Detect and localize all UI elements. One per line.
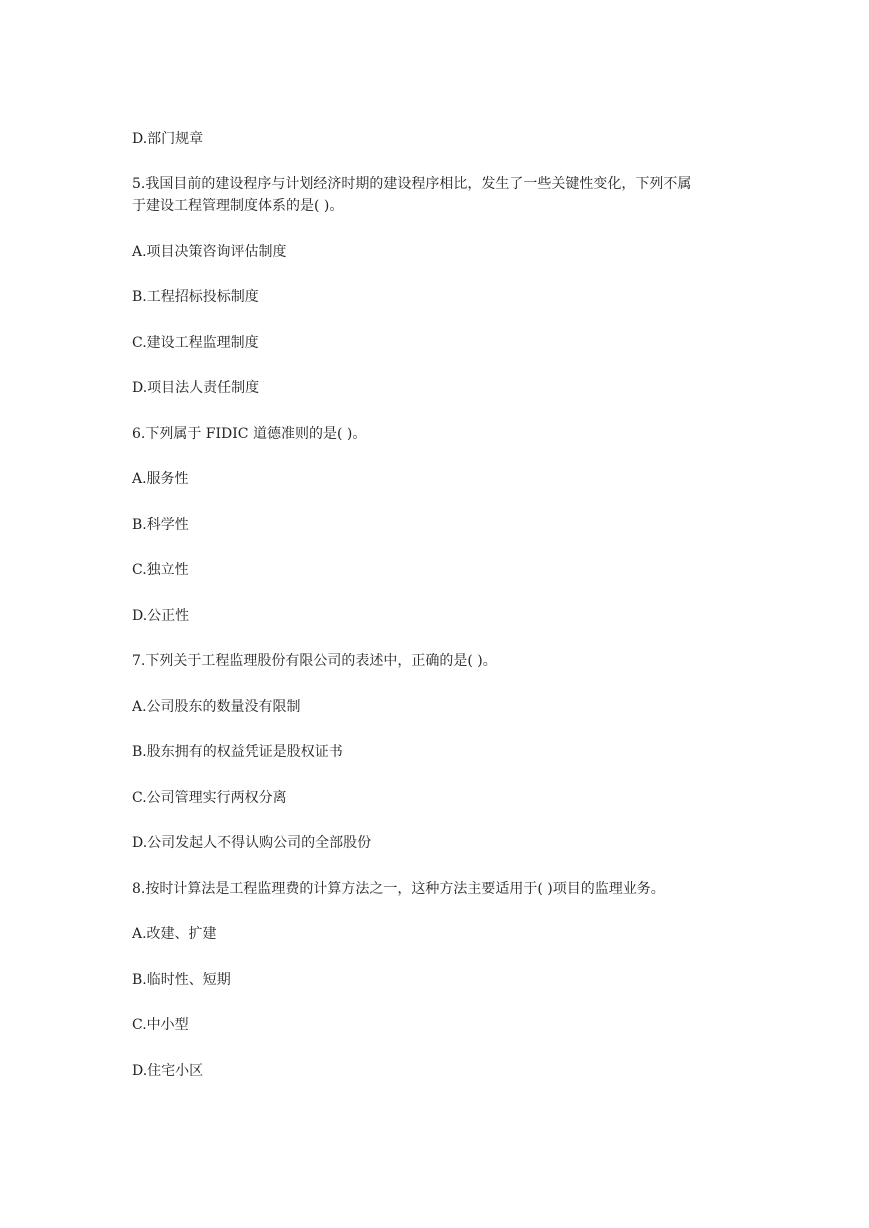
q8-option-a: A.改建、扩建 — [132, 926, 217, 942]
q5-stem-line-2: 于建设工程管理制度体系的是( )。 — [132, 198, 344, 214]
q8-option-b: B.临时性、短期 — [132, 972, 231, 988]
q6-option-c: C.独立性 — [132, 562, 189, 578]
q8-option-d: D.住宅小区 — [132, 1063, 204, 1079]
q5-option-c: C.建设工程监理制度 — [132, 335, 259, 351]
q6-option-d: D.公正性 — [132, 608, 190, 624]
q8-option-c: C.中小型 — [132, 1017, 189, 1033]
q5-option-a: A.项目决策咨询评估制度 — [132, 244, 287, 260]
q7-option-d: D.公司发起人不得认购公司的全部股份 — [132, 835, 372, 851]
q7-option-a: A.公司股东的数量没有限制 — [132, 699, 301, 715]
q4-option-d: D.部门规章 — [132, 131, 204, 147]
q6-option-a: A.服务性 — [132, 471, 189, 487]
q7-option-c: C.公司管理实行两权分离 — [132, 790, 287, 806]
q6-option-b: B.科学性 — [132, 517, 189, 533]
q7-option-b: B.股东拥有的权益凭证是股权证书 — [132, 744, 343, 760]
q7-stem: 7.下列关于工程监理股份有限公司的表述中，正确的是( )。 — [132, 653, 497, 669]
q6-stem: 6.下列属于 FIDIC 道德准则的是( )。 — [132, 426, 367, 442]
q8-stem: 8.按时计算法是工程监理费的计算方法之一，这种方法主要适用于( )项目的监理业务。 — [132, 881, 665, 897]
q5-option-b: B.工程招标投标制度 — [132, 289, 259, 305]
q5-stem-line-1: 5.我国目前的建设程序与计划经济时期的建设程序相比，发生了一些关键性变化，下列不属 — [132, 176, 692, 192]
q5-option-d: D.项目法人责任制度 — [132, 380, 260, 396]
